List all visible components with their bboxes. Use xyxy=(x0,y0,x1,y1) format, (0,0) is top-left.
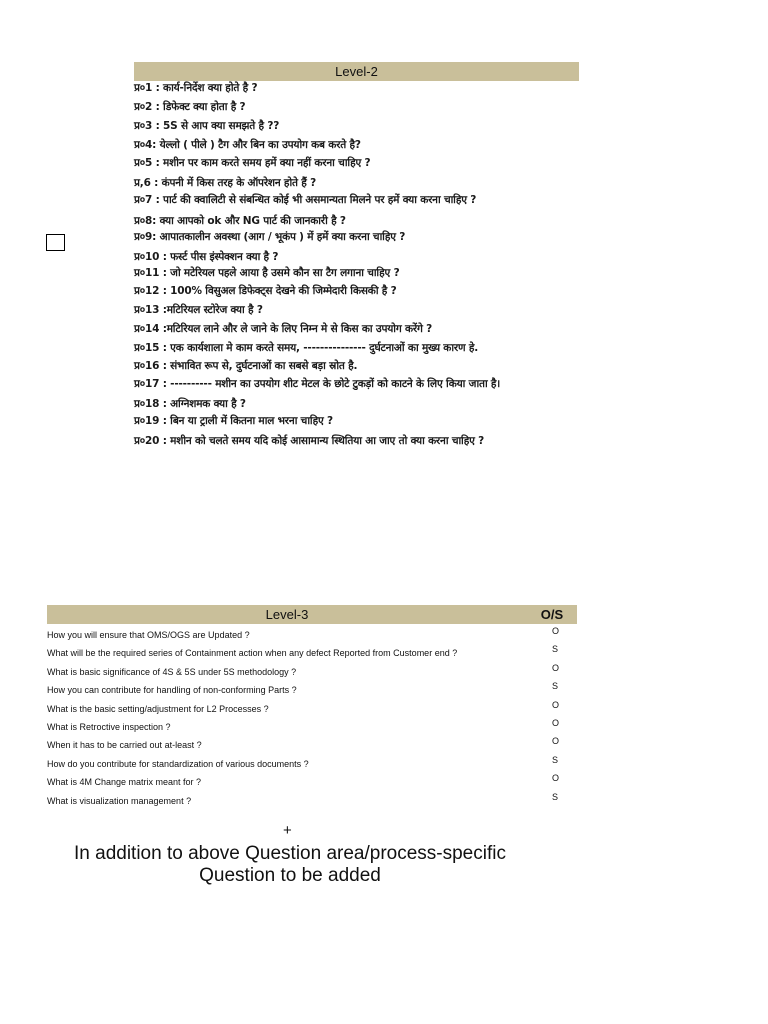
level2-question: प्र०8: क्या आपको ok और NG पार्ट की जानकारी है ? xyxy=(134,215,346,227)
level3-row xyxy=(47,773,577,791)
level2-question: प्र०18 : अग्निशमक क्या है ? xyxy=(134,398,246,410)
level3-row xyxy=(47,700,577,718)
level3-question: What is the basic setting/adjustment for L2 Processes ? xyxy=(47,703,269,714)
level3-row xyxy=(47,792,577,810)
level3-question: How you can contribute for handling of non-conforming Parts ? xyxy=(47,685,297,696)
os-value: O xyxy=(552,773,560,784)
level3-question: What is visualization management ? xyxy=(47,795,192,806)
level2-question: प्र०3 : 5S से आप क्या समझते है ?? xyxy=(134,120,280,132)
level3-row xyxy=(47,663,577,681)
level2-header xyxy=(134,62,579,81)
os-value: O xyxy=(552,662,560,673)
level2-question: प्र०13 :मटिरियल स्टोरेज क्या है ? xyxy=(134,304,263,316)
os-value: O xyxy=(552,718,560,728)
level2-question: प्र०4: येल्लो ( पीले ) टैग और बिन का उपयोग कब करते है? xyxy=(134,139,361,151)
level3-title: Level-3 xyxy=(265,607,309,622)
level3-header xyxy=(47,605,577,624)
level3-question: What will be the required series of Containment action when any defect Reported from Customer end ? xyxy=(47,648,458,659)
addition-line-2: Question to be added xyxy=(199,865,381,886)
addition-note xyxy=(40,843,540,887)
level2-question: प्र०1 : कार्य-निर्देश क्या होते है ? xyxy=(134,82,258,94)
level2-question: प्र०15 : एक कार्यशाला मे काम करते समय, --------------- दुर्घटनाओं का मुख्य कारण हे. xyxy=(134,342,478,354)
level3-question: How do you contribute for standardization of various documents ? xyxy=(47,758,309,769)
level2-question: प्र०17 : ---------- मशीन का उपयोग शीट मेटल के छोटे टुकड़ों को काटने के लिए किया जाता है। xyxy=(134,378,501,390)
addition-line-1: In addition to above Question area/process-specific xyxy=(74,843,506,864)
level3-row xyxy=(47,644,577,662)
level3-question: What is 4M Change matrix meant for ? xyxy=(47,777,202,788)
os-value: O xyxy=(552,736,560,747)
level3-question: When it has to be carried out at-least ? xyxy=(47,740,202,751)
level2-question: प्र०10 : फर्स्ट पीस इंस्पेक्शन क्या है ? xyxy=(134,251,279,263)
level3-question: What is Retroctive inspection ? xyxy=(47,722,171,732)
os-value: S xyxy=(552,791,559,802)
level2-question: प्र०20 : मशीन को चलते समय यदि कोई आसामान्य स्थितिया आ जाए तो क्या करना चाहिए ? xyxy=(134,435,485,447)
level2-question: प्र०16 : संभावित रूप से, दुर्घटनाओं का सबसे बड़ा स्रोत है. xyxy=(134,360,358,372)
os-value: S xyxy=(552,681,559,692)
level2-question: प्र,6 : कंपनी में किस तरह के ऑपरेशन होते हैं ? xyxy=(134,177,316,189)
level3-row xyxy=(47,718,577,736)
os-value: O xyxy=(552,626,560,636)
level2-question: प्र०14 :मटिरियल लाने और ले जाने के लिए निम्न मे से किस का उपयोग करेंगे ? xyxy=(134,323,433,335)
os-value: O xyxy=(552,699,560,710)
level2-question: प्र०11 : जो मटेरियल पहले आया है उसमे कौन सा टैग लगाना चाहिए ? xyxy=(134,267,400,279)
level3-row xyxy=(47,755,577,773)
checkbox[interactable] xyxy=(46,234,65,251)
os-header: O/S xyxy=(540,607,564,622)
os-value: S xyxy=(552,644,559,655)
level3-row xyxy=(47,681,577,699)
level2-question: प्र०2 : डिफेक्ट क्या होता है ? xyxy=(134,101,246,113)
os-value: S xyxy=(552,754,559,765)
plus-sign: + xyxy=(283,822,292,839)
level3-question: What is basic significance of 4S & 5S under 5S methodology ? xyxy=(47,666,297,677)
level3-row xyxy=(47,736,577,754)
level2-question: प्र०5 : मशीन पर काम करते समय हमें क्या नहीं करना चाहिए ? xyxy=(134,157,371,169)
level2-question: प्र०9: आपातकालीन अवस्था (आग / भूकंप ) में हमें क्या करना चाहिए ? xyxy=(134,231,406,243)
level3-row xyxy=(47,626,577,644)
level2-question: प्र०7 : पार्ट की क्वालिटी से संबन्धित कोई भी असमान्यता मिलने पर हमें क्या करना चाहिए ? xyxy=(134,194,477,206)
level2-title: Level-2 xyxy=(335,64,378,79)
level2-question: प्र०19 : बिन या ट्राली में कितना माल भरना चाहिए ? xyxy=(134,415,333,427)
level2-question: प्र०12 : 100% विसुअल डिफेक्ट्स देखने की जिम्मेदारी किसकी है ? xyxy=(134,285,397,297)
level3-question: How you will ensure that OMS/OGS are Updated ? xyxy=(47,630,250,640)
